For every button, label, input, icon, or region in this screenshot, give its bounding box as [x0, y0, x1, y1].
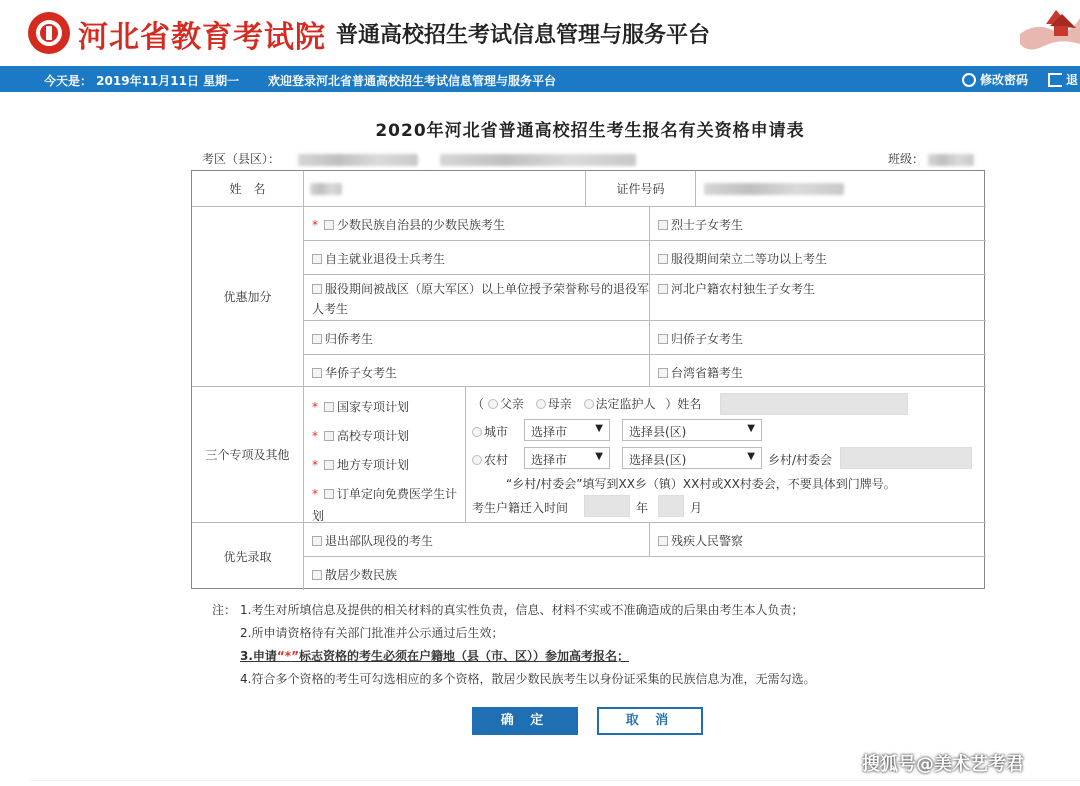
special-option-national[interactable]: * 国家专项计划	[312, 400, 410, 414]
watermark: 搜狐号@美术艺考君	[862, 754, 1024, 775]
special-option-local[interactable]: * 地方专项计划	[312, 458, 410, 472]
top-info-bar	[0, 66, 1080, 92]
special-option-medical[interactable]: * 订单定向免费医学生计划	[312, 487, 458, 523]
logout-label: 退	[1066, 73, 1079, 87]
welcome-message: 欢迎登录河北省普通高校招生考试信息管理与服务平台	[268, 74, 557, 88]
class-value-redacted	[928, 154, 974, 166]
village-hint: “乡村/村委会”填写到XX乡（镇）XX村或XX村委会，不要具体到门牌号。	[506, 477, 896, 491]
exam-institute-logo-icon	[28, 12, 70, 54]
checkbox[interactable]	[658, 334, 668, 344]
org-name: 河北省教育考试院	[78, 20, 326, 55]
id-number-label: 证件号码	[586, 171, 696, 207]
guardian-option-mother[interactable]: 母亲	[536, 397, 572, 411]
priority-option-retired-soldier[interactable]: 退出部队现役的考生	[304, 523, 650, 557]
special-plans-options	[304, 387, 466, 523]
village-label: 乡村/村委会	[768, 453, 833, 467]
bonus-option-minority-county[interactable]: * 少数民族自治县的少数民族考生	[304, 207, 650, 241]
bonus-option-returned-overseas[interactable]: 归侨考生	[304, 321, 650, 355]
county-select[interactable]: 选择县(区) ▼	[622, 419, 762, 441]
checkbox[interactable]	[658, 254, 668, 264]
current-date: 今天是： 2019年11月11日 星期一	[44, 74, 240, 88]
change-password-link[interactable]	[962, 71, 1028, 88]
checkbox[interactable]	[312, 334, 322, 344]
city-select[interactable]: 选择市 ▼	[524, 419, 610, 441]
chevron-down-icon: ▼	[595, 451, 603, 462]
guardian-name-input[interactable]	[720, 393, 908, 415]
checkbox[interactable]	[324, 489, 334, 499]
year-label: 年	[636, 501, 649, 515]
checkbox[interactable]	[324, 402, 334, 412]
checkbox[interactable]	[312, 368, 322, 378]
change-password-label: 修改密码	[980, 73, 1029, 87]
priority-option-scattered-minority[interactable]: 散居少数民族	[304, 557, 986, 590]
exam-area-row	[202, 150, 636, 167]
confirm-button[interactable]: 确 定	[472, 707, 578, 735]
checkbox[interactable]	[312, 536, 322, 546]
notes-prefix: 注：	[212, 603, 237, 617]
rural-radio[interactable]: 农村	[472, 451, 508, 468]
checkbox[interactable]	[658, 220, 668, 230]
move-in-time-label: 考生户籍迁入时间	[472, 501, 569, 515]
guardian-option-father[interactable]: 父亲	[488, 397, 524, 411]
id-number-value	[696, 171, 986, 207]
name-value	[304, 171, 586, 207]
priority-admission-label: 优先录取	[192, 523, 304, 590]
checkbox[interactable]	[324, 220, 334, 230]
checkbox[interactable]	[312, 570, 322, 580]
exam-area-label: 考区（县区）：	[202, 152, 281, 166]
special-option-university[interactable]: * 高校专项计划	[312, 429, 410, 443]
move-in-month-input[interactable]	[658, 495, 684, 517]
cancel-button[interactable]: 取 消	[597, 707, 703, 735]
form-title: 2020年河北省普通高校招生考生报名有关资格申请表	[375, 121, 805, 141]
divider	[30, 780, 1080, 781]
move-in-year-input[interactable]	[584, 495, 630, 517]
note-4: 4.符合多个资格的考生可勾选相应的多个资格，散居少数民族考生以身份证采集的民族信息为准，无需勾选。	[240, 672, 816, 686]
school-value-redacted	[440, 154, 636, 166]
site-header	[0, 0, 1080, 66]
checkbox[interactable]	[312, 254, 322, 264]
month-label: 月	[690, 501, 703, 515]
bonus-option-honor-title[interactable]: 服役期间被战区（原大军区）以上单位授予荣誉称号的退役军人考生	[304, 275, 650, 321]
city-radio[interactable]: 城市	[472, 423, 508, 440]
bonus-option-veteran[interactable]: 自主就业退役士兵考生	[304, 241, 650, 275]
rural-county-select[interactable]: 选择县(区) ▼	[622, 447, 762, 469]
rural-city-select[interactable]: 选择市 ▼	[524, 447, 610, 469]
checkbox[interactable]	[324, 460, 334, 470]
village-input[interactable]	[840, 447, 972, 469]
note-3: 3.申请“*”标志资格的考生必须在户籍地（县（市、区））参加高考报名；	[240, 649, 629, 663]
great-wall-decoration-icon	[1016, 4, 1080, 60]
bonus-option-taiwan[interactable]: 台湾省籍考生	[650, 355, 986, 387]
bonus-option-returned-overseas-child[interactable]: 归侨子女考生	[650, 321, 986, 355]
logout-icon	[1048, 73, 1062, 87]
priority-option-disabled-police[interactable]: 残疾人民警察	[650, 523, 986, 557]
note-1: 1.考生对所填信息及提供的相关材料的真实性负责，信息、材料不实或不准确造成的后果由考生本人负责；	[240, 603, 804, 617]
class-row	[888, 150, 974, 167]
name-label: 姓 名	[192, 171, 304, 207]
note-2: 2.所申请资格待有关部门批准并公示通过后生效；	[240, 626, 504, 640]
bonus-option-martyr-child[interactable]: 烈士子女考生	[650, 207, 986, 241]
bonus-option-overseas-chinese-child[interactable]: 华侨子女考生	[304, 355, 650, 387]
bonus-points-label: 优惠加分	[192, 207, 304, 387]
checkbox[interactable]	[658, 536, 668, 546]
bonus-option-merit[interactable]: 服役期间荣立二等功以上考生	[650, 241, 986, 275]
checkbox[interactable]	[658, 284, 668, 294]
bonus-option-rural-only-child[interactable]: 河北户籍农村独生子女考生	[650, 275, 986, 321]
chevron-down-icon: ▼	[747, 423, 755, 434]
checkbox[interactable]	[324, 431, 334, 441]
checkbox[interactable]	[658, 368, 668, 378]
application-form-table	[191, 170, 985, 589]
class-label: 班级：	[888, 152, 925, 166]
guardian-row: （ 父亲 母亲 法定监护人 ）姓名	[472, 397, 702, 411]
exam-area-value-redacted	[298, 154, 418, 166]
guardian-option-legal[interactable]: 法定监护人	[584, 397, 656, 411]
platform-name: 普通高校招生考试信息管理与服务平台	[336, 23, 711, 48]
chevron-down-icon: ▼	[747, 451, 755, 462]
household-info-panel	[466, 387, 986, 523]
logout-link[interactable]	[1048, 71, 1078, 88]
chevron-down-icon: ▼	[595, 423, 603, 434]
checkbox[interactable]	[312, 284, 322, 294]
special-plans-label: 三个专项及其他	[192, 387, 304, 523]
key-icon	[962, 73, 976, 87]
